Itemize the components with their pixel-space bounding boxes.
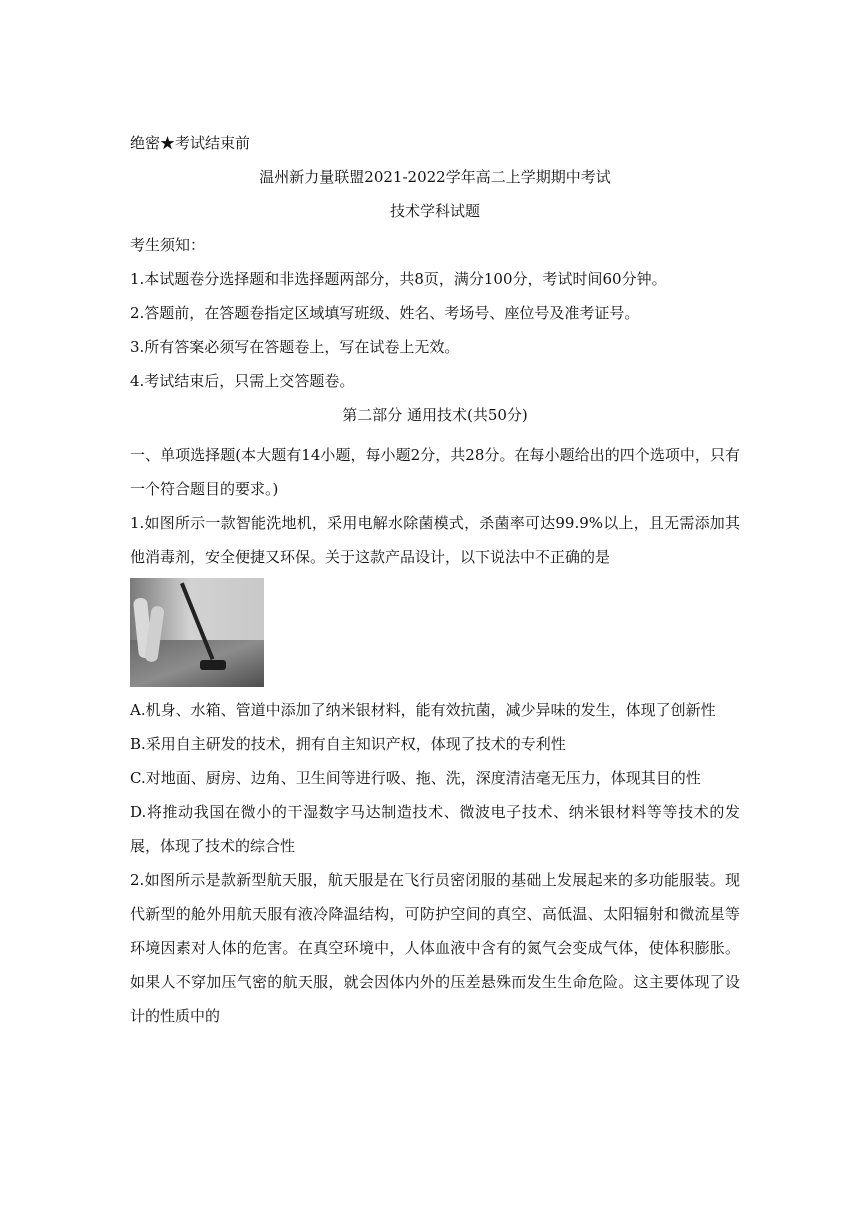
subject-title: 技术学科试题 bbox=[389, 202, 480, 220]
notice-heading: 考生须知： bbox=[130, 236, 206, 254]
notice-item: 3.所有答案必须写在答题卷上，写在试卷上无效。 bbox=[130, 338, 460, 356]
question-1-stem: 1.如图所示一款智能洗地机，采用电解水除菌模式，杀菌率可达99.9%以上，且无需添加其他消毒剂，安全便捷又环保。关于这款产品设计，以下说法中不正确的是 bbox=[130, 514, 740, 566]
section-title: 第二部分 通用技术(共50分) bbox=[342, 406, 528, 424]
question-1-option-a: A.机身、水箱、管道中添加了纳米银材料，能有效抗菌，减少异味的发生，体现了创新性 bbox=[130, 701, 716, 719]
notice-item: 2.答题前，在答题卷指定区域填写班级、姓名、考场号、座位号及准考证号。 bbox=[130, 304, 640, 322]
exam-content bbox=[130, 132, 740, 1033]
question-1-option-c: C.对地面、厨房、边角、卫生间等进行吸、拖、洗，深度清洁毫无压力，体现其目的性 bbox=[130, 769, 701, 787]
floor-washer-photo-icon bbox=[130, 578, 264, 687]
question-1-option-b: B.采用自主研发的技术，拥有自主知识产权，体现了技术的专利性 bbox=[130, 735, 566, 753]
notice-item: 4.考试结束后，只需上交答题卷。 bbox=[130, 372, 355, 390]
confidential-mark: 绝密★考试结束前 bbox=[130, 134, 251, 152]
photo-washer-head bbox=[200, 660, 226, 670]
notice-item: 1.本试题卷分选择题和非选择题两部分，共8页，满分100分，考试时间60分钟。 bbox=[130, 270, 667, 288]
question-2-stem: 2.如图所示是款新型航天服，航天服是在飞行员密闭服的基础上发展起来的多功能服装。现代新型的舱外用航天服有液冷降温结构，可防护空间的真空、高低温、太阳辐射和微流星等环境因素对人体的危害。在真空环境中，人体血液中含有的氮气会变成气体，使体积膨胀。如果人不穿加压气密的航天服，就会因体内外的压差悬殊而发生生命危险。这主要体现了设计的性质中的 bbox=[130, 871, 740, 1025]
section-instruction: 一、单项选择题(本大题有14小题，每小题2分，共28分。在每小题给出的四个选项中，只有一个符合题目的要求。) bbox=[130, 446, 740, 498]
question-1-option-d: D.将推动我国在微小的干湿数字马达制造技术、微波电子技术、纳米银材料等等技术的发展，体现了技术的综合性 bbox=[130, 803, 740, 855]
exam-title: 温州新力量联盟2021-2022学年高二上学期期中考试 bbox=[259, 168, 611, 186]
